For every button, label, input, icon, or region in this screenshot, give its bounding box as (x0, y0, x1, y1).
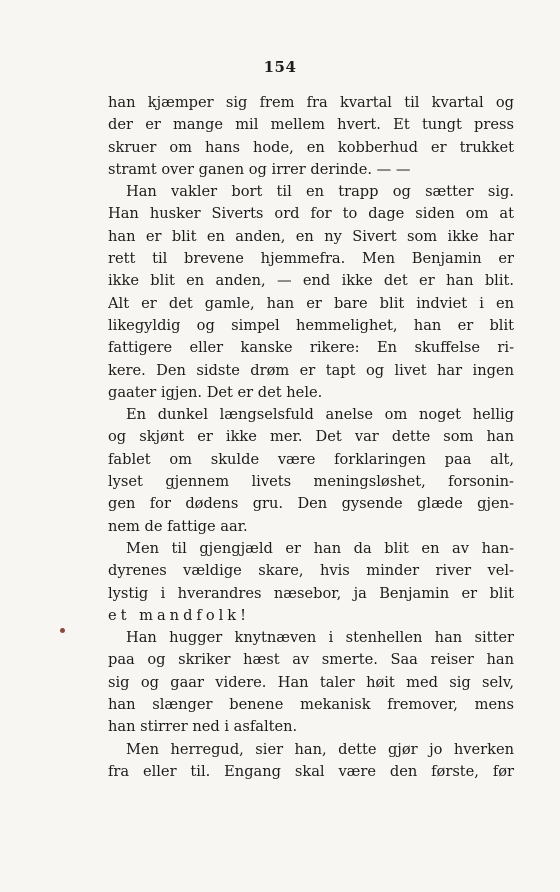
text-line: ikke blit en anden, — end ikke det er han blit. (108, 272, 514, 290)
text-line: kere. Den sidste drøm er tapt og livet har ingen (108, 361, 514, 379)
text-line: likegyldig og simpel hemmelighet, han er blit (108, 316, 514, 334)
text-line: Alt er det gamle, han er bare blit indviet i en (108, 294, 514, 312)
text-line: stramt over ganen og irrer derinde. — — (108, 160, 411, 178)
text-line: og skjønt er ikke mer. Det var dette som han (108, 428, 514, 446)
text-line: fra eller til. Engang skal være den første, før (108, 762, 514, 780)
margin-ink-mark (60, 628, 65, 633)
text-line: Han vakler bort til en trapp og sætter sig. (126, 183, 514, 201)
text-line: Han husker Siverts ord for to dage siden om at (108, 205, 514, 223)
text-line: Men herregud, sier han, dette gjør jo hverken (126, 740, 514, 758)
text-line: han slænger benene mekanisk fremover, mens (108, 696, 514, 714)
text-line: Men til gjengjæld er han da blit en av han- (126, 539, 514, 557)
text-line: dyrenes vældige skare, hvis minder river vel- (108, 562, 514, 580)
text-line: rett til brevene hjemmefra. Men Benjamin er (108, 250, 514, 268)
text-line: Han hugger knytnæven i stenhellen han sitter (126, 629, 514, 647)
text-line: fablet om skulde være forklaringen paa alt, (108, 450, 514, 468)
text-line: sig og gaar videre. Han taler høit med sig selv, (108, 673, 514, 691)
text-line: gaater igjen. Det er det hele. (108, 383, 323, 401)
page-number: 154 (263, 58, 297, 76)
text-line: lystig i hverandres næsebor, ja Benjamin er blit (108, 584, 514, 602)
text-line: et mandfolk! (108, 606, 250, 624)
text-line: han stirrer ned i asfalten. (108, 718, 298, 736)
text-line: lyset gjennem livets meningsløshet, forsonin- (108, 473, 514, 491)
body-text (108, 92, 514, 783)
text-line: nem de fattige aar. (108, 517, 248, 535)
text-line: han kjæmper sig frem fra kvartal til kvartal og (108, 94, 514, 111)
text-line: En dunkel længselsfuld anelse om noget hellig (126, 406, 514, 424)
text-line: skruer om hans hode, en kobberhud er trukket (108, 138, 514, 156)
text-line: fattigere eller kanske rikere: En skuffelse ri- (108, 339, 514, 357)
text-line: der er mange mil mellem hvert. Et tungt press (108, 116, 514, 134)
text-line: han er blit en anden, en ny Sivert som ikke har (108, 227, 514, 245)
text-line: paa og skriker hæst av smerte. Saa reiser han (108, 651, 514, 669)
text-line: gen for dødens gru. Den gysende glæde gjen- (108, 495, 514, 513)
